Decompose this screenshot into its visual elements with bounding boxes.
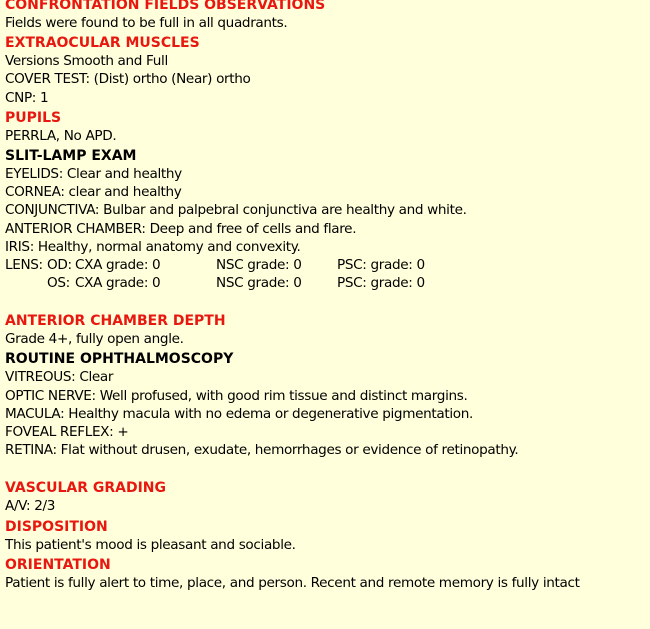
section-routine-ophthalmoscopy (5, 351, 650, 459)
section-disposition (5, 519, 650, 554)
finding-line: VITREOUS: Clear (5, 369, 114, 386)
section-heading: EXTRAOCULAR MUSCLES (5, 35, 200, 52)
finding-line: RETINA: Flat without drusen, exudate, hemorrhages or evidence of retinopathy. (5, 442, 519, 459)
section-orientation (5, 557, 650, 592)
finding-line: FOVEAL REFLEX: + (5, 424, 129, 440)
finding-line: CORNEA: clear and healthy (5, 184, 182, 201)
section-heading: ROUTINE OPHTHALMOSCOPY (5, 351, 234, 368)
section-pupils (5, 110, 650, 145)
finding-line: Versions Smooth and Full (5, 53, 168, 70)
lens-label: LENS: (5, 256, 43, 273)
finding-line: CONJUNCTIVA: Bulbar and palpebral conjunctiva are healthy and white. (5, 202, 467, 219)
section-heading: SLIT-LAMP EXAM (5, 147, 137, 164)
spacer (5, 292, 650, 310)
section-heading: ORIENTATION (5, 556, 111, 573)
finding-line: OPTIC NERVE: Well profused, with good rim tissue and distinct margins. (5, 387, 468, 404)
section-heading: ANTERIOR CHAMBER DEPTH (5, 313, 226, 330)
section-anterior-chamber-depth (5, 313, 650, 348)
section-heading: VASCULAR GRADING (5, 480, 166, 497)
finding-line: Patient is fully alert to time, place, and person. Recent and remote memory is fully intact (5, 574, 580, 591)
section-confrontation-fields (5, 0, 650, 32)
section-heading: PUPILS (5, 109, 62, 126)
finding-line: ANTERIOR CHAMBER: Deep and free of cells and flare. (5, 220, 357, 237)
lens-eye-os: OS: (47, 275, 70, 292)
finding-line: COVER TEST: (Dist) ortho (Near) ortho (5, 71, 251, 88)
lens-eye-od: OD: (47, 256, 72, 273)
lens-psc-grade: PSC: grade: 0 (337, 256, 425, 273)
finding-line: EYELIDS: Clear and healthy (5, 165, 182, 182)
section-vascular-grading (5, 480, 650, 515)
lens-cxa-grade: CXA grade: 0 (75, 256, 161, 273)
lens-row-os (5, 274, 650, 292)
finding-line: PERRLA, No APD. (5, 127, 117, 144)
lens-nsc-grade: NSC grade: 0 (216, 256, 302, 273)
section-heading: DISPOSITION (5, 518, 108, 535)
finding-line: CNP: 1 (5, 89, 49, 106)
finding-line: Grade 4+, fully open angle. (5, 331, 184, 348)
lens-psc-grade: PSC: grade: 0 (337, 275, 425, 292)
lens-row-od (5, 256, 650, 274)
finding-line: This patient's mood is pleasant and sociable. (5, 536, 296, 553)
finding-line: A/V: 2/3 (5, 498, 56, 515)
lens-cxa-grade: CXA grade: 0 (75, 275, 161, 292)
finding-line: MACULA: Healthy macula with no edema or degenerative pigmentation. (5, 405, 473, 422)
section-heading: CONFRONTATION FIELDS OBSERVATIONS (5, 0, 326, 13)
spacer (5, 459, 650, 477)
exam-report (5, 0, 650, 592)
section-extraocular-muscles (5, 35, 650, 107)
finding-line: IRIS: Healthy, normal anatomy and convexity. (5, 238, 301, 255)
lens-nsc-grade: NSC grade: 0 (216, 275, 302, 292)
section-slit-lamp-exam (5, 148, 650, 292)
finding-line: Fields were found to be full in all quadrants. (5, 15, 288, 31)
